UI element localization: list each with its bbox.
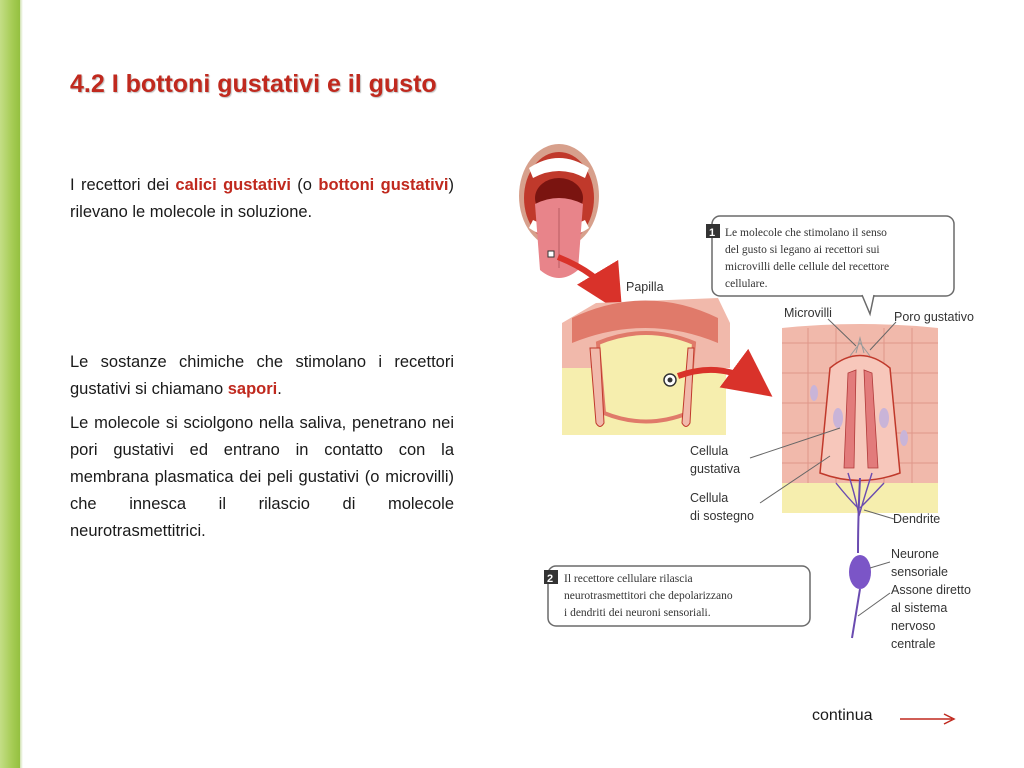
callout-1: [706, 216, 954, 314]
slide-title: 4.2 I bottoni gustativi e il gusto: [70, 70, 437, 98]
svg-text:Assone diretto al sistem: [891, 583, 974, 651]
paragraph-receptors-mid: (o: [290, 176, 319, 194]
callout-1-line-2: del gusto si legano ai recettori sui: [725, 244, 880, 256]
label-microvilli: Microvilli: [784, 306, 832, 320]
label-assone-line-1: Assone diretto: [891, 583, 971, 597]
callout-1-line-1: Le molecole che stimolano il senso: [725, 227, 887, 239]
paragraph-sapori-pre: Le sostanze chimiche che stimolano i recettori gustativi si chiamano: [70, 353, 454, 398]
term-sapori: sapori: [227, 380, 278, 398]
label-assone-line-2: al sistema: [891, 601, 948, 615]
term-bottoni-gustativi: bottoni gustativi: [318, 176, 449, 194]
label-neurone-line-2: sensoriale: [891, 565, 948, 579]
callout-2-line-2: neurotrasmettitori che depolarizzano: [564, 590, 733, 602]
label-cellula-gustativa-line-2: gustativa: [690, 462, 741, 476]
label-poro-gustativo: Poro gustativo: [894, 310, 974, 324]
label-papilla: Papilla: [626, 280, 664, 294]
paragraph-receptors-pre: I recettori dei: [70, 176, 176, 194]
papilla-illustration: [562, 298, 730, 435]
callout-1-line-4: cellulare.: [725, 278, 768, 290]
svg-text:Cellula di sostegno: [690, 491, 754, 523]
paragraph-sapori-post: .: [277, 380, 282, 398]
svg-text:Cellula gustativa: [690, 444, 740, 476]
left-accent-bar: [0, 0, 20, 768]
paragraph-molecules: Le molecole si sciolgono nella saliva, penetrano nei pori gustativi ed entrano in contatto con la membrana plasmatica dei peli gustativi (o microvilli) che innesca il rilascio di molecole neurotrasmettitrici.: [70, 414, 454, 540]
label-dendrite: Dendrite: [893, 512, 941, 526]
callout-2-line-3: i dendriti dei neuroni sensoriali.: [564, 607, 711, 619]
callout-1-number: 1: [709, 227, 716, 239]
term-calici-gustativi: calici gustativi: [175, 176, 291, 194]
paragraph-receptors-post: ) rilevano le molecole in soluzione.: [70, 176, 454, 221]
taste-bud-figure: [518, 138, 996, 658]
label-assone-line-3: nervoso: [891, 619, 936, 633]
label-assone-line-4: centrale: [891, 637, 936, 651]
callout-1-line-3: microvilli delle cellule del recettore: [725, 261, 890, 273]
label-cellula-sostegno-line-1: Cellula: [690, 491, 729, 505]
left-accent-shadow: [20, 0, 23, 768]
paragraph-sapori: [70, 349, 454, 403]
callout-2-number: 2: [547, 573, 554, 585]
callout-2-line-1: Il recettore cellulare rilascia: [564, 573, 693, 585]
continue-arrow-icon[interactable]: [898, 712, 958, 726]
label-cellula-gustativa-line-1: Cellula: [690, 444, 729, 458]
callout-2: [544, 566, 810, 626]
label-neurone-line-1: Neurone: [891, 547, 939, 561]
paragraph-receptors: [70, 172, 454, 226]
label-cellula-sostegno-line-2: di sostegno: [690, 509, 754, 523]
continue-link[interactable]: continua: [812, 707, 873, 724]
arrow-mouth-to-papilla: [558, 257, 613, 298]
svg-text:Neurone sensoriale: [891, 547, 948, 579]
